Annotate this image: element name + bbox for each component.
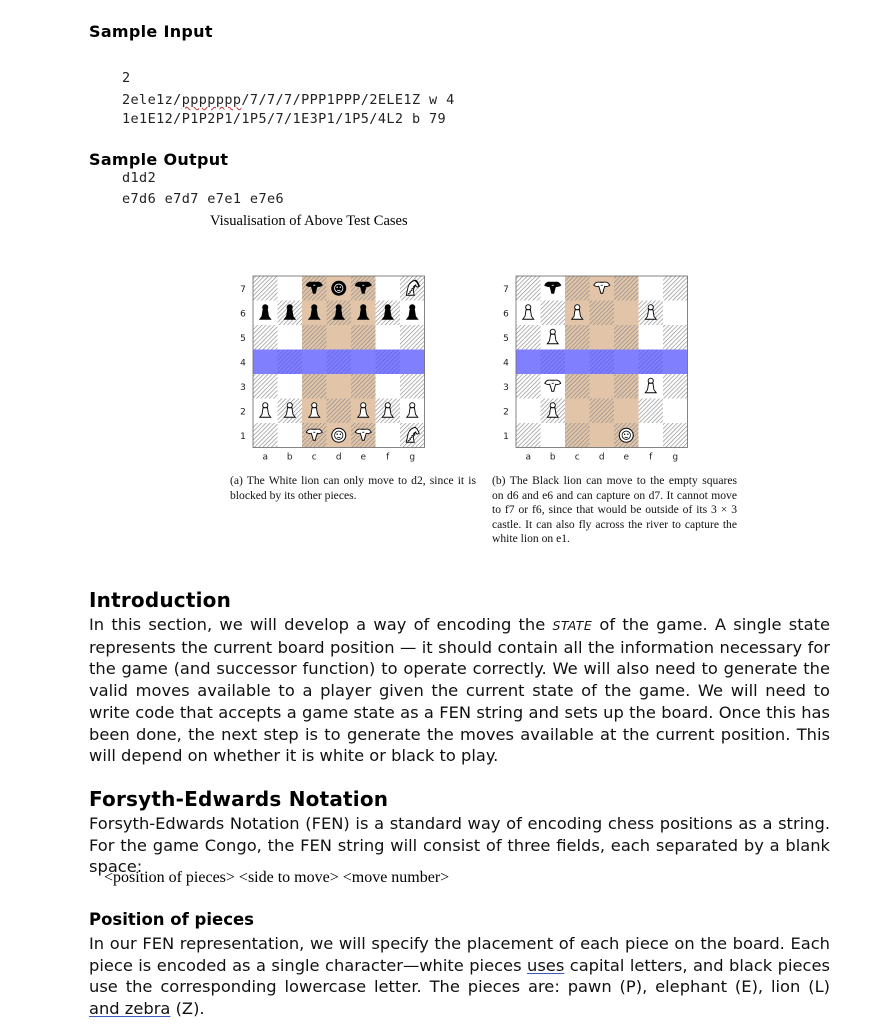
intro-text-1: In this section, we will develop a way of encoding the xyxy=(89,615,546,634)
board-a-square-a4 xyxy=(253,350,278,375)
intro-state-word: STATE xyxy=(552,618,593,633)
board-a-square-b3 xyxy=(278,374,303,399)
board-b-square-c4 xyxy=(565,350,590,375)
board-b-square-b1 xyxy=(541,423,566,448)
board-b-square-c1 xyxy=(565,423,590,448)
board-a xyxy=(234,272,429,464)
fen-paragraph: Forsyth-Edwards Notation (FEN) is a standard way of encoding chess positions as a string. For the game Congo, the FEN string will consist of three fields, each separated by a blank space: xyxy=(89,814,830,877)
board-a-square-f4 xyxy=(376,350,401,375)
board-b-square-e3 xyxy=(614,374,639,399)
board-b xyxy=(497,272,692,464)
sample-input-line-3: 1e1E12/P1P2P1/1P5/7/1E3P1/1P5/4L2 b 79 xyxy=(122,111,447,127)
board-b-square-g3 xyxy=(663,374,688,399)
caption-b: (b) The Black lion can move to the empty squares on d6 and e6 and can capture on d7. It cannot move to f7 or f6, since that would be outside of its 3 × 3 castle. It can also fly across the river to capture the white lion on e1. xyxy=(492,474,737,545)
position-text-3: (Z). xyxy=(175,999,205,1019)
board-a-square-f1 xyxy=(376,423,401,448)
board-b-square-f1 xyxy=(639,423,664,448)
board-a-square-b7 xyxy=(278,276,303,301)
position-heading: Position of pieces xyxy=(89,910,254,929)
board-b-file-label: a xyxy=(525,452,532,463)
board-a-file-label: e xyxy=(360,452,367,463)
board-a-square-e5 xyxy=(351,325,376,350)
board-a-rank-label: 1 xyxy=(240,431,246,442)
board-a-white-lion-icon xyxy=(332,428,346,442)
board-b-square-d1 xyxy=(590,423,615,448)
fen-part-b: /7/7/7/PPP1PPP/2ELE1Z w 4 xyxy=(241,92,455,108)
board-a-file-label: d xyxy=(335,452,342,463)
board-a-square-d2 xyxy=(327,399,352,424)
board-b-square-g4 xyxy=(663,350,688,375)
board-a-square-b5 xyxy=(278,325,303,350)
position-text-2: capital letters, and black pieces use the corresponding lowercase letter. The pieces are: pawn (P), elephant (E), lion (L) xyxy=(89,955,830,997)
board-a-square-f7 xyxy=(376,276,401,301)
board-b-square-g6 xyxy=(663,301,688,326)
fen-part-a: 2ele1z/ xyxy=(122,92,182,108)
board-b-file-label: b xyxy=(549,452,556,463)
board-a-square-g5 xyxy=(400,325,425,350)
board-a-square-b4 xyxy=(278,350,303,375)
board-b-square-a3 xyxy=(516,374,541,399)
board-b-square-d4 xyxy=(590,350,615,375)
board-a-square-a3 xyxy=(253,374,278,399)
board-b-square-d2 xyxy=(590,399,615,424)
board-a-square-d5 xyxy=(327,325,352,350)
board-b-rank-label: 1 xyxy=(503,431,509,442)
board-b-rank-label: 5 xyxy=(503,333,509,344)
board-b-square-d3 xyxy=(590,374,615,399)
board-b-file-label: g xyxy=(672,452,679,463)
board-b-square-d5 xyxy=(590,325,615,350)
board-a-square-f3 xyxy=(376,374,401,399)
board-b-square-c2 xyxy=(565,399,590,424)
intro-text-2: of the game. A single state represents the current board position — it should contain all the information necessary for the game (and successor function) to operate correctly. xyxy=(89,615,830,679)
position-text-1: In our FEN representation, we will specify the placement of each piece on the board. Each piece is encoded as a single character—white pieces xyxy=(89,934,830,975)
introduction-paragraph xyxy=(89,614,830,767)
board-a-square-e3 xyxy=(351,374,376,399)
board-a-square-g4 xyxy=(400,350,425,375)
board-b-file-label: d xyxy=(598,452,605,463)
board-a-rank-label: 2 xyxy=(240,407,246,418)
board-b-square-d6 xyxy=(590,301,615,326)
board-b-square-b6 xyxy=(541,301,566,326)
board-a-square-e4 xyxy=(351,350,376,375)
board-a-svg xyxy=(234,272,429,464)
sample-output-line-1: d1d2 xyxy=(122,170,157,186)
board-a-file-label: b xyxy=(286,452,293,463)
board-b-file-label: e xyxy=(623,452,630,463)
board-a-rank-label: 3 xyxy=(240,382,246,393)
board-b-file-label: c xyxy=(574,452,580,463)
board-b-square-a1 xyxy=(516,423,541,448)
position-uses-word: uses xyxy=(527,955,565,975)
board-b-square-f7 xyxy=(639,276,664,301)
board-b-rank-label: 7 xyxy=(503,284,509,295)
board-b-square-c5 xyxy=(565,325,590,350)
intro-text-3: We will also need to generate the valid moves available to a player given the current state of the game. We will need to write code that accepts a game state as a FEN string and sets up the board. Once this has been done, the next step is to generate the moves available at the current position. This will depend on whether it is white or black to play. xyxy=(89,659,830,766)
board-a-rank-label: 4 xyxy=(240,358,246,369)
board-b-white-lion-icon xyxy=(619,428,633,442)
fen-format: <position of pieces> <side to move> <move number> xyxy=(104,869,450,886)
visualisation-title: Visualisation of Above Test Cases xyxy=(210,213,408,229)
sample-input-line-2 xyxy=(122,92,455,108)
board-a-square-d4 xyxy=(327,350,352,375)
board-b-square-c7 xyxy=(565,276,590,301)
position-and-zebra: and zebra xyxy=(89,999,171,1019)
board-b-rank-label: 6 xyxy=(503,309,509,320)
board-b-square-g7 xyxy=(663,276,688,301)
board-b-square-e4 xyxy=(614,350,639,375)
board-a-black-lion-icon xyxy=(332,281,346,295)
board-b-square-e5 xyxy=(614,325,639,350)
board-b-square-f5 xyxy=(639,325,664,350)
caption-a: (a) The White lion can only move to d2, since it is blocked by its other pieces. xyxy=(230,474,476,502)
board-a-rank-label: 6 xyxy=(240,309,246,320)
board-b-square-e2 xyxy=(614,399,639,424)
board-a-square-f5 xyxy=(376,325,401,350)
board-b-square-a5 xyxy=(516,325,541,350)
board-a-square-b1 xyxy=(278,423,303,448)
board-b-rank-label: 2 xyxy=(503,407,509,418)
board-a-square-c4 xyxy=(302,350,327,375)
board-a-rank-label: 5 xyxy=(240,333,246,344)
board-a-file-label: a xyxy=(262,452,269,463)
board-b-square-a4 xyxy=(516,350,541,375)
sample-output-heading: Sample Output xyxy=(89,150,229,169)
board-a-square-c3 xyxy=(302,374,327,399)
board-b-square-g2 xyxy=(663,399,688,424)
board-a-square-d3 xyxy=(327,374,352,399)
board-a-file-label: c xyxy=(311,452,317,463)
board-b-square-c3 xyxy=(565,374,590,399)
sample-output-line-2: e7d6 e7d7 e7e1 e7e6 xyxy=(122,191,285,207)
board-a-square-a7 xyxy=(253,276,278,301)
board-a-square-c5 xyxy=(302,325,327,350)
board-b-square-f2 xyxy=(639,399,664,424)
board-a-square-g3 xyxy=(400,374,425,399)
board-b-rank-label: 4 xyxy=(503,358,509,369)
board-b-square-a2 xyxy=(516,399,541,424)
board-b-file-label: f xyxy=(649,452,653,463)
board-b-square-g1 xyxy=(663,423,688,448)
board-a-square-a1 xyxy=(253,423,278,448)
board-b-square-g5 xyxy=(663,325,688,350)
board-b-square-b4 xyxy=(541,350,566,375)
introduction-heading: Introduction xyxy=(89,588,232,612)
board-a-rank-label: 7 xyxy=(240,284,246,295)
board-a-square-a5 xyxy=(253,325,278,350)
board-b-square-e6 xyxy=(614,301,639,326)
board-b-square-f4 xyxy=(639,350,664,375)
board-b-square-e7 xyxy=(614,276,639,301)
board-b-rank-label: 3 xyxy=(503,382,509,393)
fen-part-misspelled: ppppppp xyxy=(181,92,242,108)
board-b-svg xyxy=(497,272,692,464)
position-paragraph xyxy=(89,933,830,1020)
fen-heading: Forsyth-Edwards Notation xyxy=(89,787,389,811)
sample-input-line-1: 2 xyxy=(122,70,131,86)
board-a-file-label: f xyxy=(386,452,390,463)
sample-input-heading: Sample Input xyxy=(89,22,213,41)
board-b-square-a7 xyxy=(516,276,541,301)
board-a-file-label: g xyxy=(409,452,416,463)
